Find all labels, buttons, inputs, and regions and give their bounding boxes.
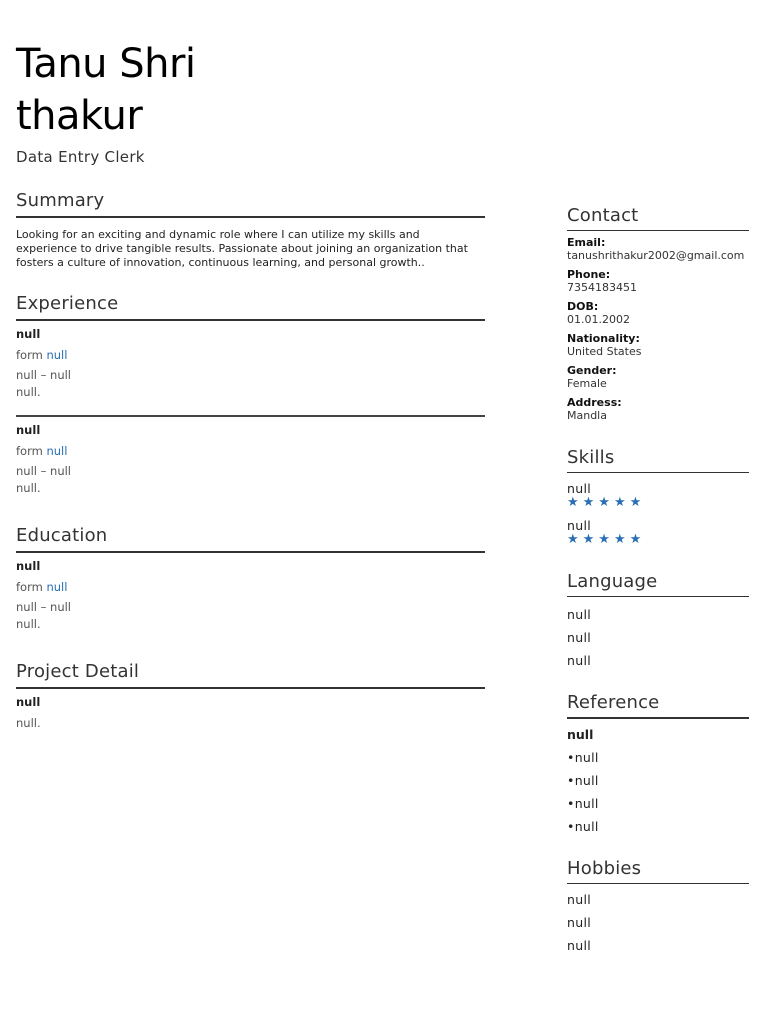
project-heading: Project Detail [16, 661, 485, 689]
dob-label: DOB: [567, 300, 599, 313]
experience-org-link[interactable]: null [46, 444, 68, 458]
education-org-link[interactable]: null [46, 580, 68, 594]
contact-heading: Contact [567, 205, 749, 231]
skills-heading: Skills [567, 447, 749, 473]
project-name: null [16, 695, 41, 709]
reference-heading: Reference [567, 692, 749, 719]
experience-divider [16, 415, 485, 417]
contact-details [567, 236, 749, 423]
candidate-name [16, 38, 436, 142]
address-label: Address: [567, 396, 622, 409]
experience-section [16, 293, 485, 495]
nationality-value: United States [567, 345, 642, 358]
education-entry [16, 559, 485, 631]
experience-dates: null – null [16, 368, 71, 382]
reference-item: • null [567, 750, 749, 765]
education-heading: Education [16, 525, 485, 553]
language-section [567, 571, 749, 668]
project-section [16, 661, 485, 730]
education-description: null. [16, 617, 41, 631]
reference-item: • null [567, 819, 749, 834]
experience-org-prefix: form [16, 444, 43, 458]
skill-name: null [567, 518, 591, 533]
hobbies-heading: Hobbies [567, 858, 749, 884]
hobby-item: null [567, 915, 591, 930]
experience-org-prefix: form [16, 348, 43, 362]
experience-org-link[interactable]: null [46, 348, 68, 362]
reference-name: null [567, 727, 594, 742]
reference-section [567, 692, 749, 834]
experience-entry [16, 327, 485, 399]
hobby-item: null [567, 892, 591, 907]
candidate-first-name: Tanu Shri [16, 41, 196, 87]
phone-value[interactable]: 7354183451 [567, 281, 637, 294]
education-degree: null [16, 559, 41, 573]
star-rating-icon: ★★★★★ [567, 495, 646, 510]
language-item: null [567, 607, 591, 622]
summary-text: Looking for an exciting and dynamic role where I can utilize my skills and experience to drive tangible results. Passionate about joining an organization that fosters a culture of innovation, continuous learning, and personal growth.. [16, 228, 468, 269]
reference-item: • null [567, 796, 749, 811]
experience-description: null. [16, 481, 41, 495]
skills-section [567, 447, 749, 547]
resume-header [16, 38, 436, 166]
reference-item: • null [567, 773, 749, 788]
hobbies-section [567, 858, 749, 953]
education-institution [16, 580, 485, 594]
experience-dates: null – null [16, 464, 71, 478]
summary-section [16, 190, 485, 293]
experience-entry [16, 423, 485, 495]
experience-role: null [16, 423, 41, 437]
language-heading: Language [567, 571, 749, 597]
email-value[interactable]: tanushrithakur2002@gmail.com [567, 249, 745, 262]
gender-value: Female [567, 377, 607, 390]
address-value: Mandla [567, 409, 607, 422]
email-label: Email: [567, 236, 606, 249]
education-org-prefix: form [16, 580, 43, 594]
education-dates: null – null [16, 600, 71, 614]
language-item: null [567, 653, 591, 668]
project-entry [16, 695, 485, 730]
sidebar-column [567, 205, 749, 953]
gender-label: Gender: [567, 364, 617, 377]
summary-heading: Summary [16, 190, 485, 218]
experience-org [16, 444, 485, 458]
dob-value: 01.01.2002 [567, 313, 630, 326]
nationality-label: Nationality: [567, 332, 640, 345]
candidate-last-name: thakur [16, 93, 143, 139]
main-column [16, 190, 485, 730]
skill-name: null [567, 481, 591, 496]
education-section [16, 525, 485, 631]
experience-org [16, 348, 485, 362]
experience-role: null [16, 327, 41, 341]
project-description: null. [16, 716, 41, 730]
language-item: null [567, 630, 591, 645]
star-rating-icon: ★★★★★ [567, 532, 646, 547]
job-title: Data Entry Clerk [16, 148, 145, 166]
contact-section [567, 205, 749, 423]
experience-description: null. [16, 385, 41, 399]
experience-heading: Experience [16, 293, 485, 321]
phone-label: Phone: [567, 268, 611, 281]
hobby-item: null [567, 938, 591, 953]
